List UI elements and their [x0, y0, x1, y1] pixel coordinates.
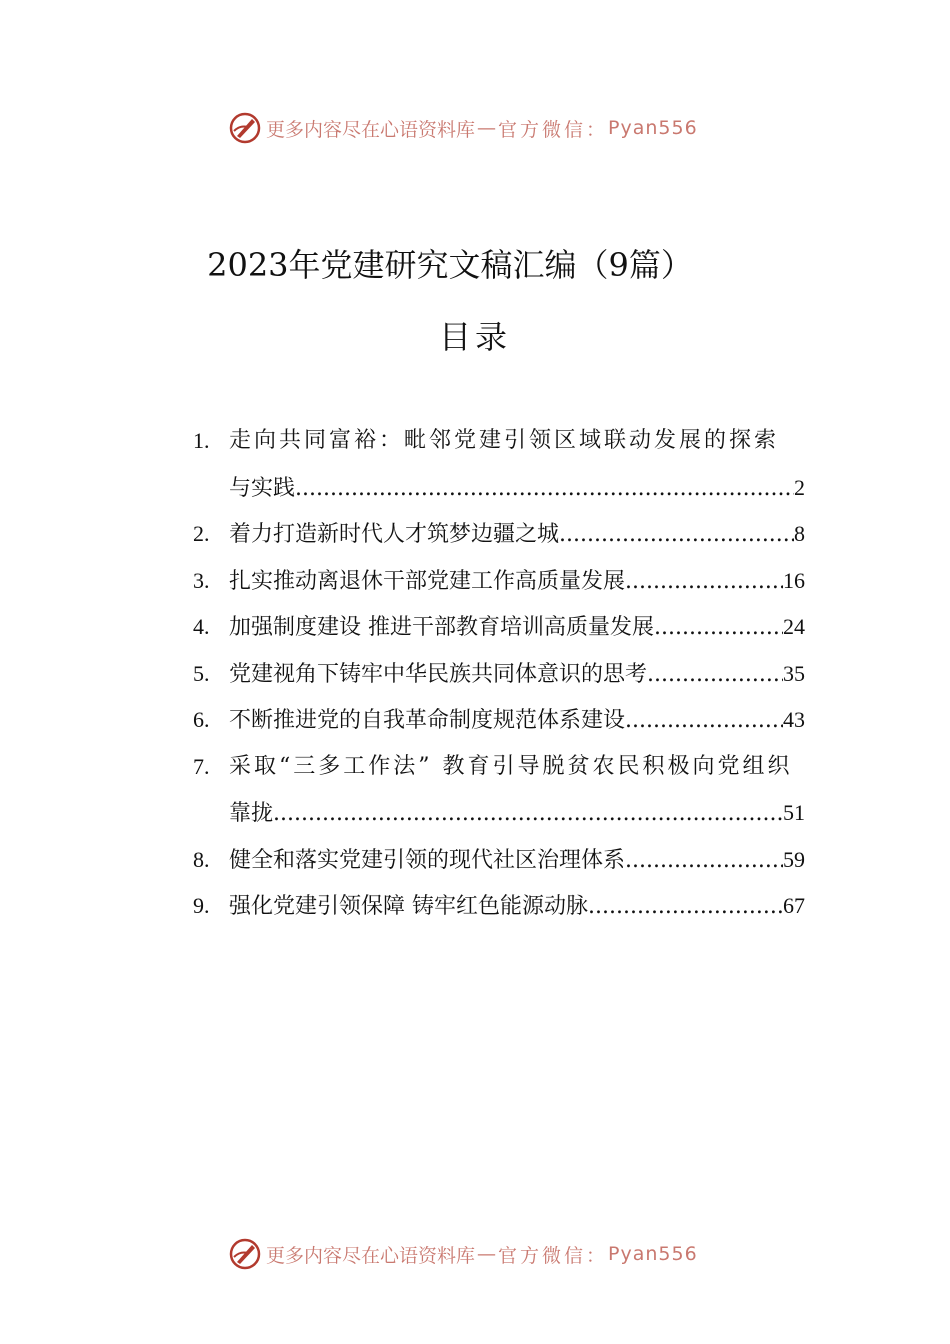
toc-number: 4. [193, 614, 210, 639]
toc-entry-3[interactable] [193, 558, 805, 605]
toc-leader-dots [625, 838, 783, 884]
toc-number: 7. [193, 753, 210, 779]
toc-title: 加强制度建设 推进干部教育培训高质量发展 [229, 615, 654, 640]
toc-entry-9[interactable] [193, 883, 805, 930]
toc-heading: 目录 [438, 318, 511, 356]
toc-number: 2. [193, 521, 210, 546]
toc-leader-dots [647, 652, 783, 698]
watermark-account: Pyan556 [608, 1243, 698, 1265]
toc-page-number: 24 [783, 614, 805, 639]
toc-page-number: 16 [783, 567, 805, 593]
toc-leader-dots [654, 605, 783, 651]
table-of-contents [193, 418, 805, 930]
toc-number: 1. [193, 428, 210, 453]
toc-page-number: 43 [783, 707, 805, 732]
pen-logo-icon [228, 111, 262, 145]
toc-leader-dots [295, 466, 794, 512]
toc-title: 党建视角下铸牢中华民族共同体意识的思考 [229, 661, 648, 687]
toc-title: 强化党建引领保障 铸牢红色能源动脉 [229, 894, 588, 919]
watermark-text: 更多内容尽在心语资料库 [266, 1244, 476, 1267]
toc-title-line1: 走向共同富裕：毗邻党建引领区域联动发展的探索 [229, 428, 780, 453]
toc-number: 5. [193, 660, 210, 686]
toc-title: 健全和落实党建引领的现代社区治理体系 [229, 847, 626, 873]
toc-page-number: 8 [794, 521, 805, 546]
watermark-account: Pyan556 [608, 117, 698, 139]
watermark-dash: — [477, 1243, 497, 1265]
toc-entry-8[interactable] [193, 837, 805, 884]
toc-entry-4[interactable] [193, 604, 805, 651]
toc-title: 扎实推动离退休干部党建工作高质量发展 [229, 568, 626, 594]
toc-number: 3. [193, 567, 210, 593]
toc-page-number: 51 [783, 800, 805, 825]
toc-leader-dots [559, 512, 794, 558]
toc-entry-7[interactable] [193, 744, 805, 837]
toc-entry-2[interactable] [193, 511, 805, 558]
toc-page-number: 35 [783, 660, 805, 686]
watermark-dash: — [477, 117, 497, 139]
pen-logo-icon [228, 1237, 262, 1271]
toc-entry-5[interactable] [193, 651, 805, 698]
toc-entry-6[interactable] [193, 697, 805, 744]
toc-entry-1[interactable] [193, 418, 805, 511]
toc-page-number: 59 [783, 846, 805, 872]
toc-title-line1: 采取“三多工作法” 教育引导脱贫农民积极向党组织 [229, 753, 793, 779]
header-watermark [228, 110, 698, 146]
toc-title: 不断推进党的自我革命制度规范体系建设 [229, 708, 626, 733]
toc-title-line2: 与实践 [229, 475, 296, 501]
watermark-text: 更多内容尽在心语资料库 [266, 118, 476, 141]
watermark-label: 官方微信： [498, 1244, 609, 1267]
watermark-label: 官方微信： [498, 118, 609, 141]
toc-leader-dots [273, 791, 783, 837]
footer-watermark [228, 1236, 698, 1272]
toc-leader-dots [625, 698, 783, 744]
toc-leader-dots [625, 559, 783, 605]
toc-page-number: 67 [783, 893, 805, 918]
toc-title: 着力打造新时代人才筑梦边疆之城 [229, 522, 560, 547]
toc-number: 9. [193, 893, 210, 918]
toc-number: 6. [193, 707, 210, 732]
document-title: 2023年党建研究文稿汇编（9篇） [207, 246, 693, 284]
toc-title-line2: 靠拢 [229, 801, 274, 826]
toc-page-number: 2 [794, 474, 805, 500]
toc-leader-dots [588, 884, 783, 930]
toc-number: 8. [193, 846, 210, 872]
